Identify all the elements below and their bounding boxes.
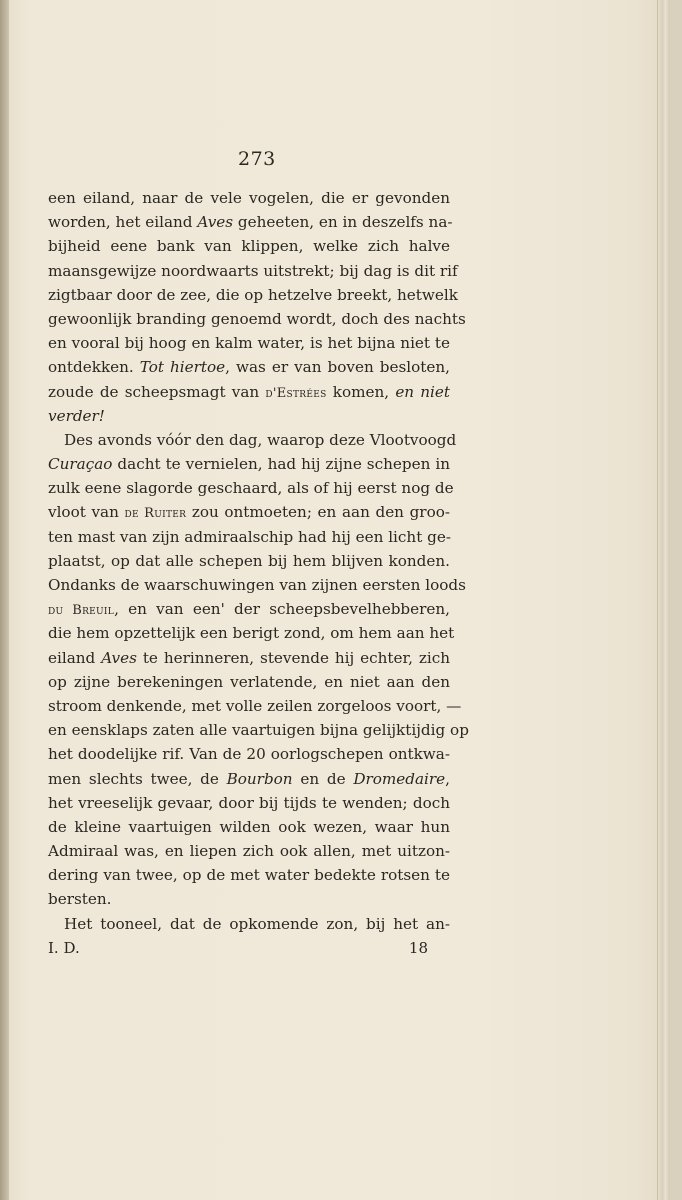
text-segment: men slechts twee, de xyxy=(48,769,227,788)
text-segment: zulk eene slagorde geschaard, als of hij eerst nog de xyxy=(48,479,454,498)
text-segment: het doodelijke rif. Van de 20 oorlogschepen ontkwa- xyxy=(48,745,450,764)
text-line xyxy=(48,718,469,742)
text-line xyxy=(48,887,450,911)
text-segment: Tot hiertoe xyxy=(139,358,226,377)
text-line xyxy=(48,283,458,307)
spine-shadow xyxy=(0,0,9,1200)
text-line xyxy=(48,694,462,718)
text-line xyxy=(48,210,453,234)
text-line xyxy=(48,863,450,887)
text-line xyxy=(48,646,450,670)
text-line xyxy=(48,355,450,379)
text-segment: op zijne berekeningen verlatende, en niet aan den xyxy=(48,672,450,691)
text-segment: Dromedaire xyxy=(353,769,446,788)
text-segment: Des avonds vóór den dag, waarop deze Vlootvoogd xyxy=(64,430,457,449)
text-segment: de Ruiter xyxy=(124,506,187,522)
text-segment: maansgewijze noordwaarts uitstrekt; bij dag is dit rif xyxy=(48,261,458,280)
text-line xyxy=(48,767,450,791)
text-segment: , en van een' der scheepsbevelhebberen, xyxy=(114,600,450,619)
text-segment: en de xyxy=(292,769,354,788)
text-segment: plaatst, op dat alle schepen bij hem blijven konden. xyxy=(48,551,450,570)
text-segment: en eensklaps zaten alle vaartuigen bijna gelijktijdig op xyxy=(48,721,469,740)
text-segment: te herinneren, stevende hij echter, zich xyxy=(136,648,451,667)
text-segment: worden, het eiland xyxy=(48,213,198,232)
text-line xyxy=(48,428,457,452)
text-segment: Curaçao xyxy=(48,455,113,474)
text-line xyxy=(48,186,450,210)
text-segment: bijheid eene bank van klippen, welke zich halve xyxy=(48,237,450,256)
text-line xyxy=(48,839,450,863)
text-line xyxy=(48,621,455,645)
text-segment: Aves xyxy=(197,213,234,232)
text-segment: stroom denkende, met volle zeilen zorgeloos voort, — xyxy=(48,696,462,715)
text-line xyxy=(48,307,466,331)
text-segment: dering van twee, op de met water bedekte rotsen te xyxy=(48,866,450,885)
text-segment: vloot van xyxy=(48,503,125,522)
text-segment: , was er van boven besloten, xyxy=(225,358,450,377)
text-segment: komen, xyxy=(326,382,396,401)
text-segment: ten mast van zijn admiraalschip had hij een licht ge- xyxy=(48,527,451,546)
text-line xyxy=(48,380,450,404)
text-line xyxy=(48,815,450,839)
text-segment: Aves xyxy=(101,648,137,667)
text-line xyxy=(48,597,450,621)
text-segment: zigtbaar door de zee, die op hetzelve breekt, hetwelk xyxy=(48,285,458,304)
text-segment: die hem opzettelijk een berigt zond, om hem aan het xyxy=(48,624,455,643)
body-text xyxy=(48,186,469,936)
text-segment: verder! xyxy=(48,406,105,425)
text-segment: d'Estrées xyxy=(265,385,327,401)
text-segment: de kleine vaartuigen wilden ook wezen, waar hun xyxy=(48,817,450,836)
text-segment: zoude de scheepsmagt van xyxy=(48,382,266,401)
gathering-number: 18 xyxy=(408,939,428,957)
text-segment: Het tooneel, dat de opkomende zon, bij het an- xyxy=(64,914,450,933)
text-line xyxy=(48,549,450,573)
text-line xyxy=(48,404,450,428)
text-segment: het vreeselijk gevaar, door bij tijds te wenden; doch xyxy=(48,793,450,812)
text-segment: geheeten, en in deszelfs na- xyxy=(233,213,453,232)
text-segment: , xyxy=(445,769,450,788)
page-edge xyxy=(657,0,670,1200)
text-line xyxy=(48,573,466,597)
text-line xyxy=(48,476,454,500)
text-segment: du Breuil xyxy=(48,603,115,619)
text-segment: gewoonlijk branding genoemd wordt, doch des nachts xyxy=(48,309,466,328)
text-line xyxy=(48,742,450,766)
page-number: 273 xyxy=(238,148,276,170)
text-line xyxy=(48,234,450,258)
text-line xyxy=(48,525,450,549)
text-line xyxy=(48,670,450,694)
text-line xyxy=(48,500,450,524)
text-segment: dacht te vernielen, had hij zijne schepen in xyxy=(112,455,450,474)
text-segment: Bourbon xyxy=(226,769,293,788)
signature-mark: I. D. xyxy=(48,939,80,957)
text-segment: eiland xyxy=(48,648,102,667)
text-segment: ontdekken. xyxy=(48,358,140,377)
text-segment: Ondanks de waarschuwingen van zijnen eersten loods xyxy=(48,576,466,594)
text-segment: zou ontmoeten; en aan den groo- xyxy=(186,503,450,522)
text-segment: Admiraal was, en liepen zich ook allen, met uitzon- xyxy=(48,842,450,861)
text-segment: een eiland, naar de vele vogelen, die er gevonden xyxy=(48,189,450,207)
text-line xyxy=(48,259,458,283)
text-segment: bersten. xyxy=(48,890,112,909)
page-footer xyxy=(48,936,450,960)
text-line xyxy=(48,912,450,936)
text-segment: en niet xyxy=(395,382,450,401)
text-segment: en vooral bij hoog en kalm water, is het bijna niet te xyxy=(48,334,450,353)
text-line xyxy=(48,452,450,476)
text-line xyxy=(48,331,450,355)
text-line xyxy=(48,791,450,815)
